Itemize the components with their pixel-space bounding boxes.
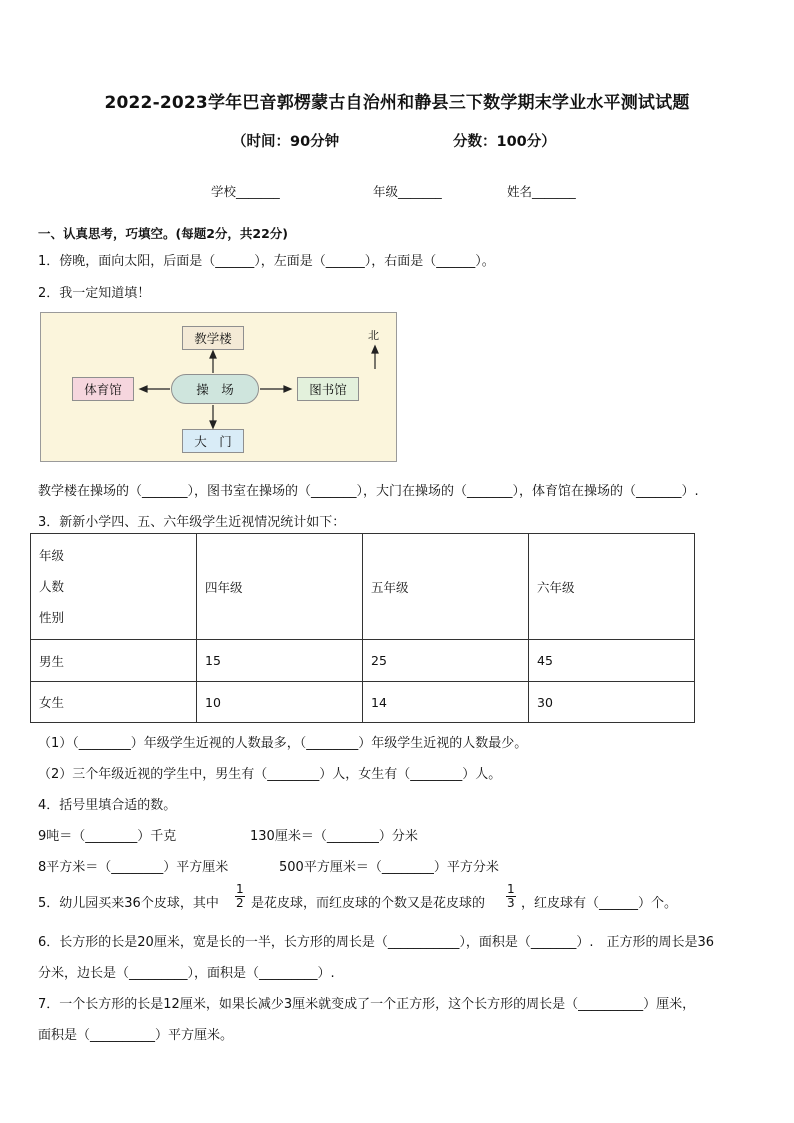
question-7-line-2: 面积是（__________）平方厘米。 [38,1028,234,1043]
page-title: 2022-2023学年巴音郭楞蒙古自治州和静县三下数学期末学业水平测试试题 [104,93,690,113]
table-cell: 45 [529,640,695,682]
column-header: 五年级 [363,534,529,640]
direction-diagram [40,312,397,462]
table-cell: 15 [197,640,363,682]
column-header: 四年级 [197,534,363,640]
section-header: 一、认真思考，巧填空。(每题2分，共22分) [38,226,289,241]
table-cell: 30 [529,682,695,723]
question-5-part-3: ，红皮球有（______）个。 [521,896,678,911]
fraction-one-third: $\frac{1}{3}$ [507,882,515,910]
question-3: 3．新新小学四、五、六年级学生近视情况统计如下： [38,515,346,530]
question-5-part-2: 是花皮球，而红皮球的个数又是花皮球的 [251,896,486,911]
gym: 体育馆 [72,377,134,401]
name-field[interactable]: 姓名_______ [507,184,576,199]
myopia-table [30,533,695,723]
exam-score: 分数：100分） [453,134,556,150]
exam-time: （时间：90分钟 [232,134,340,150]
library: 图书馆 [297,377,359,401]
question-3-part-2: （2）三个年级近视的学生中，男生有（________）人，女生有（________）人。 [38,767,502,782]
table-cell: 14 [363,682,529,723]
row-label: 男生 [31,640,197,682]
question-4-d: 500平方厘米＝（________）平方分米 [279,860,499,875]
gate: 大 门 [182,429,244,453]
table-row [31,682,695,723]
question-7-line-1: 7．一个长方形的长是12厘米，如果长减少3厘米就变成了一个正方形，这个长方形的周长是（__________）厘米， [38,997,696,1012]
arrow-south-icon [210,421,216,428]
grade-field[interactable]: 年级_______ [373,184,442,199]
question-4: 4．括号里填合适的数。 [38,798,177,813]
compass-north-label: 北 [368,329,379,342]
arrow-west-icon [140,386,147,392]
question-6-line-1: 6．长方形的长是20厘米，宽是长的一半，长方形的周长是（___________），面积是（_______）. 正方形的周长是36 [38,935,714,950]
question-2-answers: 教学楼在操场的（_______），图书室在操场的（_______），大门在操场的（_______），体育馆在操场的（_______）. [38,484,699,499]
question-6-line-2: 分米，边长是（_________），面积是（_________）. [38,966,335,981]
question-4-b: 130厘米＝（________）分米 [250,829,418,844]
playground: 操 场 [171,374,259,404]
row-label: 女生 [31,682,197,723]
table-header-diagonal: 年级 人数 性别 [31,534,197,640]
question-4-c: 8平方米＝（________）平方厘米 [38,860,229,875]
question-1: 1．傍晚，面向太阳，后面是（______），左面是（______），右面是（______）。 [38,254,495,269]
table-cell: 25 [363,640,529,682]
building-teaching: 教学楼 [182,326,244,350]
fraction-one-half: $\frac{1}{2}$ [236,882,244,910]
question-3-part-1: （1）（________）年级学生近视的人数最多，（________）年级学生近视的人数最少。 [38,736,528,751]
table-row [31,640,695,682]
question-5-part-1: 5．幼儿园买来36个皮球，其中 [38,896,219,911]
direction-arrows [41,313,398,463]
school-field[interactable]: 学校_______ [211,184,280,199]
question-4-a: 9吨＝（________）千克 [38,829,177,844]
table-cell: 10 [197,682,363,723]
arrow-east-icon [284,386,291,392]
compass-arrow-icon [372,346,378,353]
question-2: 2．我一定知道填！ [38,286,151,301]
arrow-north-icon [210,351,216,358]
column-header: 六年级 [529,534,695,640]
